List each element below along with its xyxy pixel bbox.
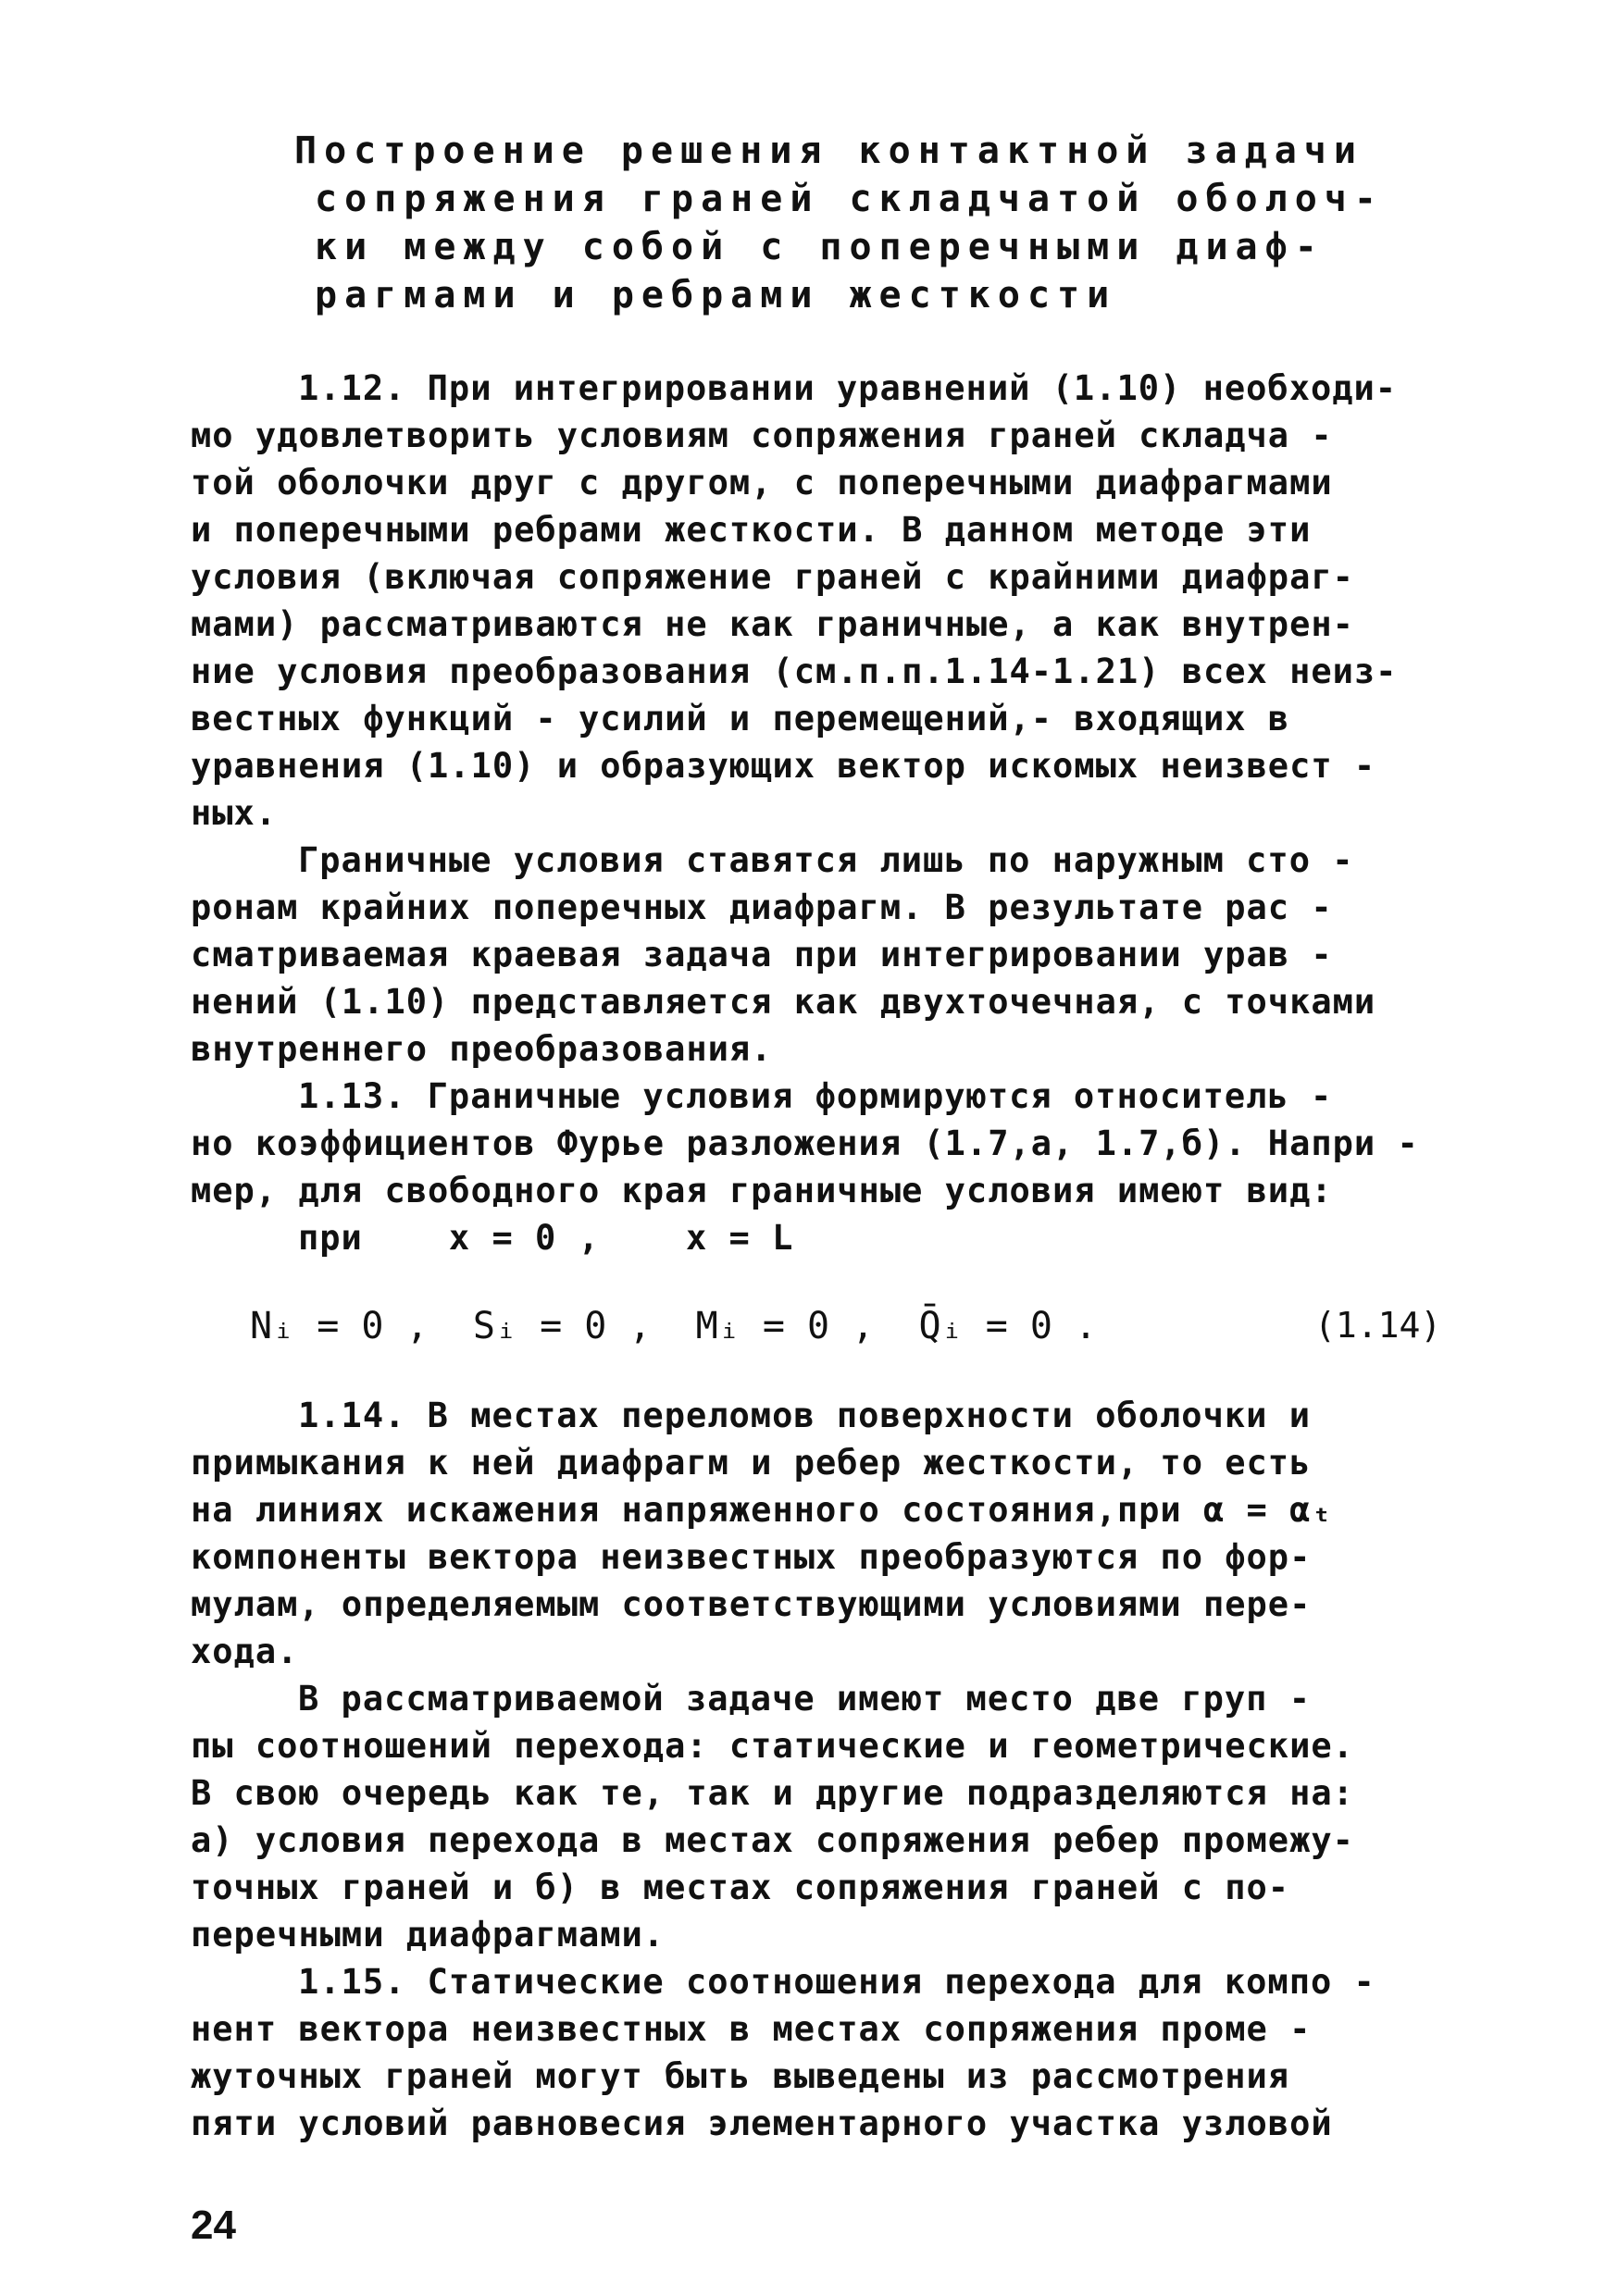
p114-line-2: примыкания к ней диафрагм и ребер жесткости, то есть [191,1443,1312,1483]
p-groups-line-1: В рассматриваемой задаче имеют место две груп - [298,1679,1311,1719]
p113-line-1: 1.13. Граничные условия формируются относитель - [298,1076,1333,1116]
p112-line-1: 1.12. При интегрировании уравнений (1.10) необходи- [298,368,1398,408]
p112-line-9: уравнения (1.10) и образующих вектор искомых неизвест - [191,746,1376,786]
p114-line-3: на линиях искажения напряженного состояния,при α = αₜ [191,1490,1333,1530]
boundary-formula: Nᵢ = 0 , Sᵢ = 0 , Mᵢ = 0 , Q̄ᵢ = 0 . [250,1305,1098,1347]
p-boundary-line-5: внутреннего преобразования. [191,1029,773,1069]
p114-line-6: хода. [191,1632,299,1671]
page-number: 24 [191,2203,236,2248]
p115-line-2: нент вектора неизвестных в местах сопряжения проме - [191,2009,1312,2049]
equation-number: (1.14) [1314,1305,1442,1346]
p112-line-4: и поперечными ребрами жесткости. В данном методе эти [191,510,1312,550]
section-title-line-1: Построение решения контактной задачи [294,130,1363,172]
p-boundary-line-1: Граничные условия ставятся лишь по наружным сто - [298,840,1354,880]
p112-line-8: вестных функций - усилий и перемещений,- входящих в [191,699,1290,738]
section-title-line-4: рагмами и ребрами жесткости [315,274,1117,316]
p114-line-4: компоненты вектора неизвестных преобразуются по фор- [191,1537,1312,1577]
p112-line-7: ние условия преобразования (см.п.п.1.14-1.21) всех неиз- [191,652,1398,691]
p-groups-line-6: перечными диафрагмами. [191,1915,666,1955]
p-boundary-line-3: сматриваемая краевая задача при интегрировании урав - [191,935,1333,974]
p-boundary-line-2: ронам крайних поперечных диафрагм. В результате рас - [191,887,1333,927]
p-groups-line-4: а) условия перехода в местах сопряжения ребер промежу- [191,1820,1354,1860]
p112-line-10: ных. [191,793,278,833]
p115-line-1: 1.15. Статические соотношения перехода для компо - [298,1962,1375,2002]
p-groups-line-2: пы соотношений перехода: статические и геометрические. [191,1726,1354,1766]
p113-line-3: мер, для свободного края граничные условия имеют вид: [191,1171,1333,1210]
p115-line-4: пяти условий равновесия элементарного участка узловой [191,2104,1333,2143]
p113-condition-line: при x = 0 , x = L [298,1218,794,1258]
p114-line-5: мулам, определяемым соответствующими условиями пере- [191,1584,1312,1624]
p114-line-1: 1.14. В местах переломов поверхности оболочки и [298,1396,1311,1435]
section-title-line-3: ки между собой с поперечными диаф- [315,226,1325,268]
p113-line-2: но коэффициентов Фурье разложения (1.7,а, 1.7,б). Напри - [191,1123,1419,1163]
p-groups-line-3: В свою очередь как те, так и другие подразделяются на: [191,1773,1354,1813]
p112-line-2: мо удовлетворить условиям сопряжения граней складча - [191,416,1333,455]
p-groups-line-5: точных граней и б) в местах сопряжения граней с по- [191,1868,1290,1907]
p112-line-3: той оболочки друг с другом, с поперечными диафрагмами [191,463,1333,503]
p112-line-6: мами) рассматриваются не как граничные, а как внутрен- [191,604,1354,644]
p112-line-5: условия (включая сопряжение граней с крайними диафраг- [191,557,1354,597]
p-boundary-line-4: нений (1.10) представляется как двухточечная, с точками [191,982,1376,1022]
section-title-line-2: сопряжения граней складчатой оболоч- [315,178,1384,220]
p115-line-3: жуточных граней могут быть выведены из рассмотрения [191,2056,1290,2096]
